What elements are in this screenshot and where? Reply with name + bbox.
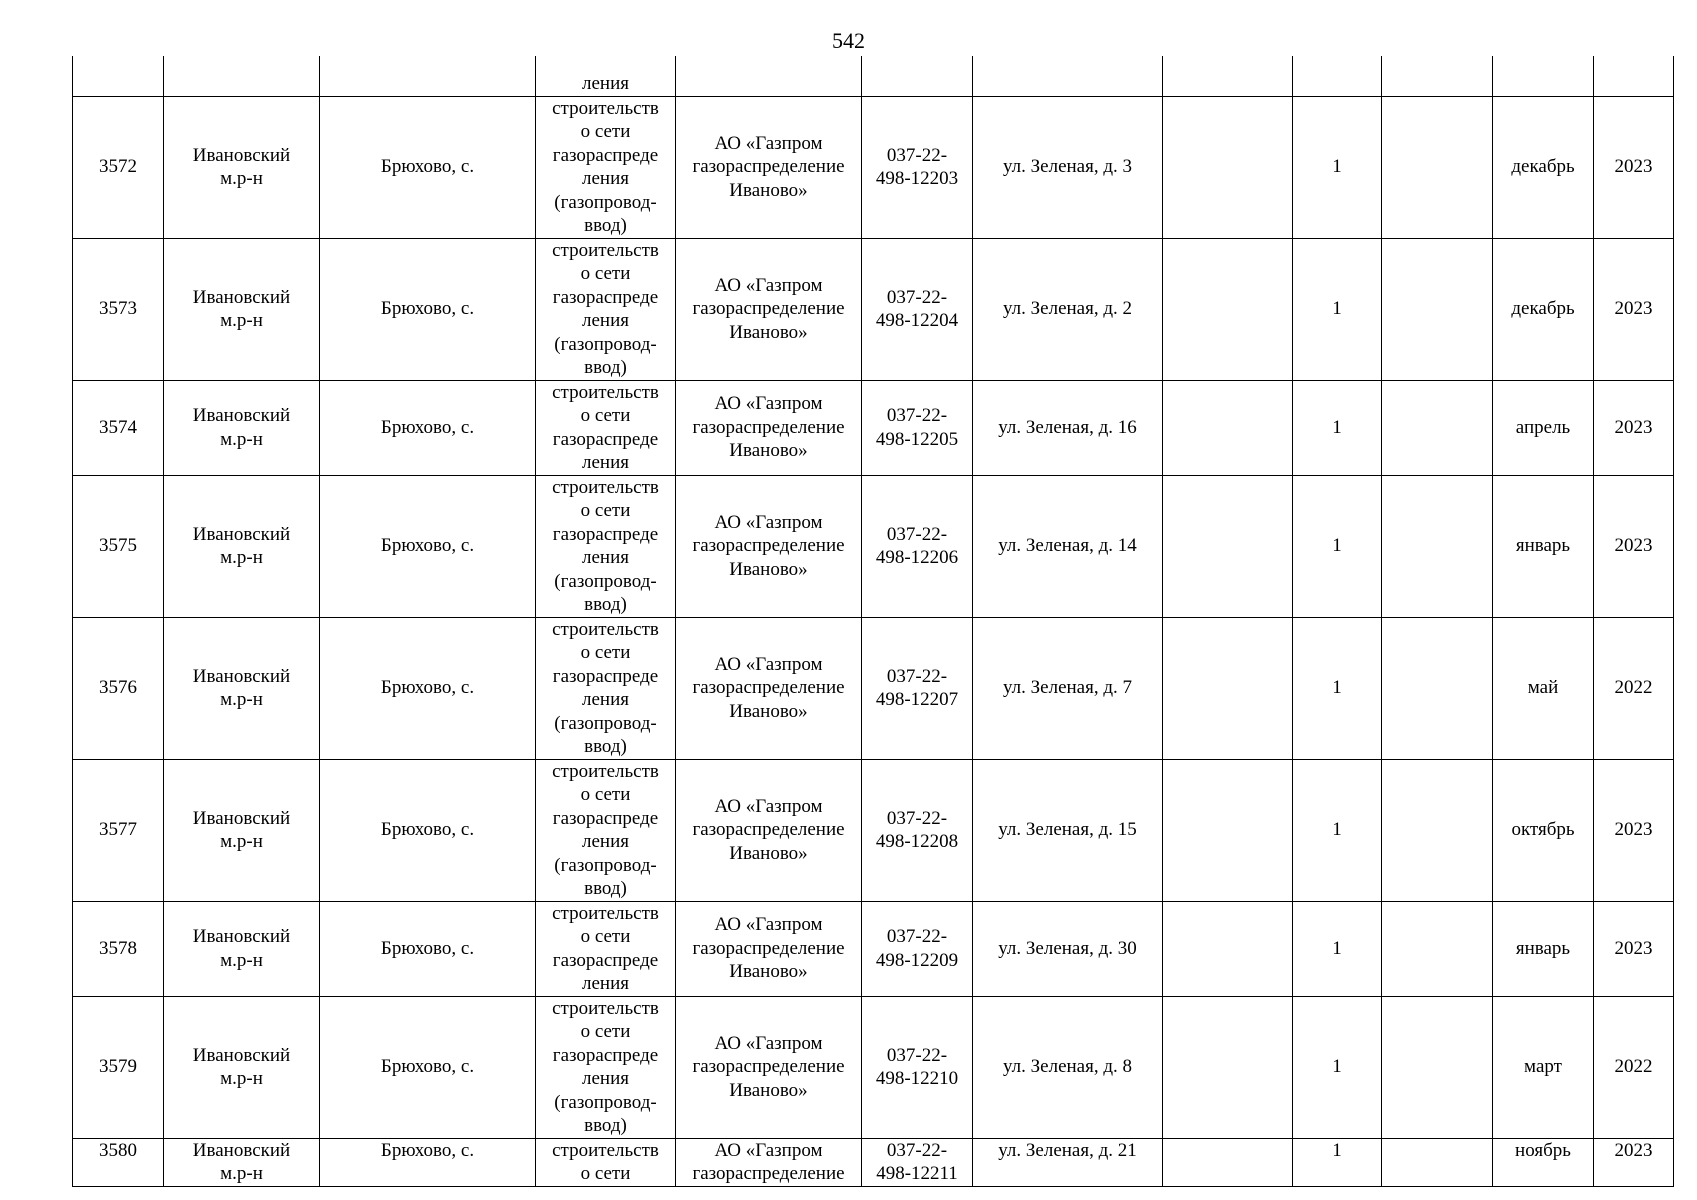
cell-organization-line: газораспределение — [692, 156, 845, 178]
cell-work-type — [536, 996, 676, 1138]
cell-district-line: м.р-н — [220, 831, 263, 852]
cell-work-type — [536, 901, 676, 996]
cell-code-line: 498-12211 — [876, 1163, 958, 1184]
cell-address: ул. Зеленая, д. 15 — [973, 759, 1163, 901]
cell-code-line: 498-12209 — [875, 949, 959, 971]
cell-district-line: м.р-н — [220, 168, 263, 189]
cell-organization — [676, 1138, 862, 1186]
table-row — [73, 996, 1674, 1138]
cell-work-type — [536, 475, 676, 617]
cell-number: 3573 — [73, 238, 164, 380]
cell-address: ул. Зеленая, д. 14 — [973, 475, 1163, 617]
cell-organization — [676, 96, 862, 238]
cell-work-type-line: (газопровод- — [554, 570, 657, 592]
cell-work-type-line: ления — [582, 168, 629, 189]
cell-organization-line: газораспределение — [692, 819, 845, 841]
cell-number: 3576 — [73, 617, 164, 759]
cell-organization — [676, 56, 862, 96]
cell-address — [973, 56, 1163, 96]
cell-code-line: 498-12207 — [875, 689, 959, 710]
cell-work-type-line: ввод) — [584, 1115, 627, 1136]
cell-organization-line: АО «Газпром — [714, 795, 823, 817]
cell-organization-line: газораспределение — [692, 535, 845, 557]
cell-district — [164, 475, 320, 617]
cell-quantity: 1 — [1293, 475, 1382, 617]
cell-address: ул. Зеленая, д. 21 — [973, 1138, 1163, 1186]
cell-organization-line: Иваново» — [729, 440, 808, 462]
cell-work-type-line: ввод) — [584, 736, 627, 757]
cell-organization-line: Иваново» — [729, 961, 808, 983]
cell-month: октябрь — [1493, 759, 1594, 901]
cell-address: ул. Зеленая, д. 2 — [973, 238, 1163, 380]
cell-code-line: 037-22- — [886, 286, 948, 308]
cell-work-type — [536, 759, 676, 901]
cell-work-type-line: ления — [582, 689, 629, 710]
cell-work-type-line: ввод) — [584, 594, 627, 615]
cell-district — [164, 1138, 320, 1186]
cell-number: 3578 — [73, 901, 164, 996]
cell-work-type-line: о сети — [580, 500, 631, 521]
table-row-continued — [73, 56, 1674, 96]
cell-district-line: м.р-н — [220, 428, 263, 450]
cell-code — [862, 56, 973, 96]
cell-work-type-line: о сети — [580, 926, 631, 947]
cell-work-type-line: газораспреде — [552, 807, 659, 829]
cell-year: 2023 — [1594, 96, 1674, 238]
cell-empty — [1382, 759, 1493, 901]
table-row — [73, 901, 1674, 996]
cell-address: ул. Зеленая, д. 30 — [973, 901, 1163, 996]
cell-work-type-line: строительств — [552, 381, 659, 403]
cell-empty — [1163, 1138, 1293, 1186]
cell-organization-line: газораспределение — [692, 1163, 845, 1184]
cell-locality: Брюхово, с. — [320, 617, 536, 759]
cell-work-type-line: газораспреде — [552, 1044, 659, 1066]
cell-work-type-line: (газопровод- — [554, 333, 657, 355]
cell-quantity: 1 — [1293, 996, 1382, 1138]
cell-code-line: 037-22- — [886, 405, 948, 426]
cell-work-type — [536, 617, 676, 759]
cell-empty — [1382, 901, 1493, 996]
cell-district-line: Ивановский — [192, 405, 291, 426]
cell-quantity: 1 — [1293, 1138, 1382, 1186]
cell-organization-line: Иваново» — [729, 321, 808, 343]
cell-locality: Брюхово, с. — [320, 996, 536, 1138]
cell-organization-line: АО «Газпром — [714, 1139, 823, 1161]
cell-year: 2022 — [1594, 617, 1674, 759]
cell-code-line: 498-12206 — [875, 547, 959, 568]
table-row — [73, 238, 1674, 380]
cell-quantity: 1 — [1293, 238, 1382, 380]
cell-address: ул. Зеленая, д. 16 — [973, 380, 1163, 475]
cell-work-type-line: о сети — [580, 642, 631, 663]
cell-work-type-line: ввод) — [584, 215, 627, 236]
cell-empty — [1163, 380, 1293, 475]
cell-code-line: 037-22- — [886, 1044, 948, 1066]
cell-district-line: м.р-н — [220, 310, 263, 331]
cell-district — [164, 56, 320, 96]
cell-work-type-line: (газопровод- — [554, 1091, 657, 1113]
cell-code — [862, 1138, 973, 1186]
cell-organization-line: АО «Газпром — [714, 511, 823, 533]
cell-work-type-line: о сети — [580, 1021, 631, 1042]
cell-empty — [1163, 238, 1293, 380]
cell-quantity: 1 — [1293, 901, 1382, 996]
cell-work-type-line: ления — [582, 310, 629, 331]
cell-district-line: Ивановский — [192, 1044, 291, 1066]
cell-code — [862, 238, 973, 380]
cell-work-type-line: о сети — [580, 405, 631, 426]
registry-table — [72, 56, 1674, 1187]
cell-organization-line: АО «Газпром — [714, 914, 823, 936]
cell-district-line: Ивановский — [192, 144, 291, 166]
cell-work-type-line: газораспреде — [552, 286, 659, 308]
cell-work-type-line: строительств — [552, 476, 659, 498]
cell-district-line: Ивановский — [192, 1139, 291, 1161]
cell-year: 2023 — [1594, 1138, 1674, 1186]
cell-district-line: Ивановский — [192, 926, 291, 947]
cell-work-type-line: о сети — [580, 784, 631, 805]
cell-work-type-line: ввод) — [584, 878, 627, 899]
cell-code-line: 498-12205 — [875, 428, 959, 450]
cell-code-line: 037-22- — [886, 1139, 948, 1161]
table-row — [73, 759, 1674, 901]
cell-work-type-line: ввод) — [584, 357, 627, 378]
table-row — [73, 475, 1674, 617]
cell-code-line: 037-22- — [886, 926, 948, 947]
cell-number: 3574 — [73, 380, 164, 475]
cell-district — [164, 901, 320, 996]
cell-month: январь — [1493, 475, 1594, 617]
table-row — [73, 1138, 1674, 1186]
cell-quantity: 1 — [1293, 96, 1382, 238]
cell-code — [862, 759, 973, 901]
cell-year — [1594, 56, 1674, 96]
cell-work-type-line: строительств — [552, 618, 659, 640]
table-row — [73, 96, 1674, 238]
cell-organization-line: газораспределение — [692, 416, 845, 438]
table-row — [73, 617, 1674, 759]
cell-year: 2022 — [1594, 996, 1674, 1138]
cell-locality: Брюхово, с. — [320, 475, 536, 617]
cell-work-type-line: (газопровод- — [554, 191, 657, 213]
cell-district-line: м.р-н — [220, 689, 263, 710]
cell-work-type-line: строительств — [552, 97, 659, 119]
cell-work-type-line: газораспреде — [552, 523, 659, 545]
cell-work-type-line: о сети — [580, 263, 631, 284]
table-row — [73, 380, 1674, 475]
cell-work-type — [536, 380, 676, 475]
cell-code-line: 037-22- — [886, 523, 948, 545]
cell-work-type: ления — [536, 56, 676, 96]
cell-code-line: 498-12204 — [875, 310, 959, 331]
cell-work-type-line: ления — [582, 973, 629, 994]
cell-organization — [676, 996, 862, 1138]
cell-work-type-line: ления — [582, 831, 629, 852]
cell-address: ул. Зеленая, д. 8 — [973, 996, 1163, 1138]
cell-number: 3572 — [73, 96, 164, 238]
cell-organization — [676, 617, 862, 759]
cell-empty — [1382, 996, 1493, 1138]
cell-empty — [1382, 56, 1493, 96]
cell-organization-line: Иваново» — [729, 179, 808, 201]
cell-organization-line: газораспределение — [692, 677, 845, 699]
cell-work-type-line: строительств — [552, 902, 659, 924]
cell-work-type-line: газораспреде — [552, 428, 659, 450]
cell-organization-line: Иваново» — [729, 1079, 808, 1101]
cell-district-line: м.р-н — [220, 547, 263, 568]
cell-organization — [676, 475, 862, 617]
cell-month — [1493, 56, 1594, 96]
cell-organization — [676, 380, 862, 475]
cell-quantity: 1 — [1293, 380, 1382, 475]
cell-number: 3577 — [73, 759, 164, 901]
cell-empty — [1382, 617, 1493, 759]
page-number: 542 — [832, 28, 865, 53]
cell-empty — [1163, 996, 1293, 1138]
cell-code — [862, 996, 973, 1138]
cell-district-line: Ивановский — [192, 807, 291, 829]
cell-organization — [676, 238, 862, 380]
cell-month: декабрь — [1493, 96, 1594, 238]
cell-empty — [1163, 96, 1293, 238]
cell-organization-line: газораспределение — [692, 1056, 845, 1078]
cell-organization-line: АО «Газпром — [714, 132, 823, 154]
cell-code — [862, 96, 973, 238]
cell-work-type-line: строительств — [552, 239, 659, 261]
cell-address: ул. Зеленая, д. 3 — [973, 96, 1163, 238]
cell-number: 3575 — [73, 475, 164, 617]
cell-work-type-line: (газопровод- — [554, 712, 657, 734]
cell-year: 2023 — [1594, 238, 1674, 380]
cell-organization-line: АО «Газпром — [714, 1032, 823, 1054]
cell-district-line: м.р-н — [220, 1068, 263, 1089]
cell-organization-line: Иваново» — [729, 558, 808, 580]
cell-code — [862, 475, 973, 617]
cell-empty — [1163, 901, 1293, 996]
cell-code — [862, 617, 973, 759]
cell-work-type — [536, 238, 676, 380]
cell-code — [862, 901, 973, 996]
cell-empty — [1163, 617, 1293, 759]
cell-work-type-line: ления — [582, 1068, 629, 1089]
cell-district — [164, 96, 320, 238]
cell-organization-line: газораспределение — [692, 937, 845, 959]
cell-district — [164, 759, 320, 901]
cell-district-line: Ивановский — [192, 665, 291, 687]
cell-code-line: 498-12210 — [875, 1068, 959, 1089]
cell-number: 3579 — [73, 996, 164, 1138]
cell-year: 2023 — [1594, 759, 1674, 901]
cell-work-type-line: газораспреде — [552, 949, 659, 971]
cell-empty — [1163, 475, 1293, 617]
cell-organization-line: Иваново» — [729, 700, 808, 722]
cell-month: март — [1493, 996, 1594, 1138]
cell-work-type — [536, 96, 676, 238]
cell-locality — [320, 56, 536, 96]
cell-locality: Брюхово, с. — [320, 759, 536, 901]
cell-work-type-line: строительств — [552, 997, 659, 1019]
cell-number: 3580 — [73, 1138, 164, 1186]
cell-number — [73, 56, 164, 96]
cell-month: ноябрь — [1493, 1138, 1594, 1186]
cell-district — [164, 238, 320, 380]
cell-quantity: 1 — [1293, 759, 1382, 901]
cell-work-type-line: газораспреде — [552, 665, 659, 687]
cell-code-line: 498-12208 — [875, 831, 959, 852]
cell-quantity — [1293, 56, 1382, 96]
cell-year: 2023 — [1594, 380, 1674, 475]
cell-month: январь — [1493, 901, 1594, 996]
cell-year: 2023 — [1594, 901, 1674, 996]
table-body — [73, 56, 1674, 1186]
cell-work-type-line: газораспреде — [552, 144, 659, 166]
cell-organization-line: Иваново» — [729, 842, 808, 864]
cell-district — [164, 380, 320, 475]
cell-code-line: 037-22- — [886, 665, 948, 687]
cell-code-line: 498-12203 — [875, 168, 959, 189]
cell-locality: Брюхово, с. — [320, 238, 536, 380]
cell-empty — [1382, 1138, 1493, 1186]
cell-empty — [1163, 759, 1293, 901]
cell-code-line: 037-22- — [886, 807, 948, 829]
cell-district-line: м.р-н — [220, 1163, 263, 1184]
cell-district-line: Ивановский — [192, 286, 291, 308]
cell-quantity: 1 — [1293, 617, 1382, 759]
cell-work-type-line: (газопровод- — [554, 854, 657, 876]
cell-empty — [1382, 380, 1493, 475]
cell-organization-line: АО «Газпром — [714, 274, 823, 296]
cell-month: декабрь — [1493, 238, 1594, 380]
cell-empty — [1382, 238, 1493, 380]
cell-district — [164, 617, 320, 759]
cell-organization — [676, 901, 862, 996]
cell-empty — [1163, 56, 1293, 96]
cell-district — [164, 996, 320, 1138]
cell-district-line: м.р-н — [220, 949, 263, 971]
cell-work-type-line: о сети — [580, 121, 631, 142]
cell-code-line: 037-22- — [886, 144, 948, 166]
cell-locality: Брюхово, с. — [320, 901, 536, 996]
cell-work-type-line: строительств — [552, 1139, 659, 1161]
cell-month: май — [1493, 617, 1594, 759]
cell-work-type-line: ления — [582, 547, 629, 568]
cell-month: апрель — [1493, 380, 1594, 475]
cell-work-type — [536, 1138, 676, 1186]
cell-year: 2023 — [1594, 475, 1674, 617]
cell-organization-line: АО «Газпром — [714, 393, 823, 415]
cell-work-type-line: ления — [582, 452, 629, 473]
cell-district-line: Ивановский — [192, 523, 291, 545]
cell-organization-line: АО «Газпром — [714, 653, 823, 675]
cell-organization — [676, 759, 862, 901]
cell-locality: Брюхово, с. — [320, 1138, 536, 1186]
cell-code — [862, 380, 973, 475]
cell-empty — [1382, 96, 1493, 238]
cell-locality: Брюхово, с. — [320, 380, 536, 475]
cell-address: ул. Зеленая, д. 7 — [973, 617, 1163, 759]
cell-locality: Брюхово, с. — [320, 96, 536, 238]
cell-empty — [1382, 475, 1493, 617]
cell-work-type-line: о сети — [580, 1163, 631, 1184]
cell-work-type-line: строительств — [552, 760, 659, 782]
cell-organization-line: газораспределение — [692, 298, 845, 320]
